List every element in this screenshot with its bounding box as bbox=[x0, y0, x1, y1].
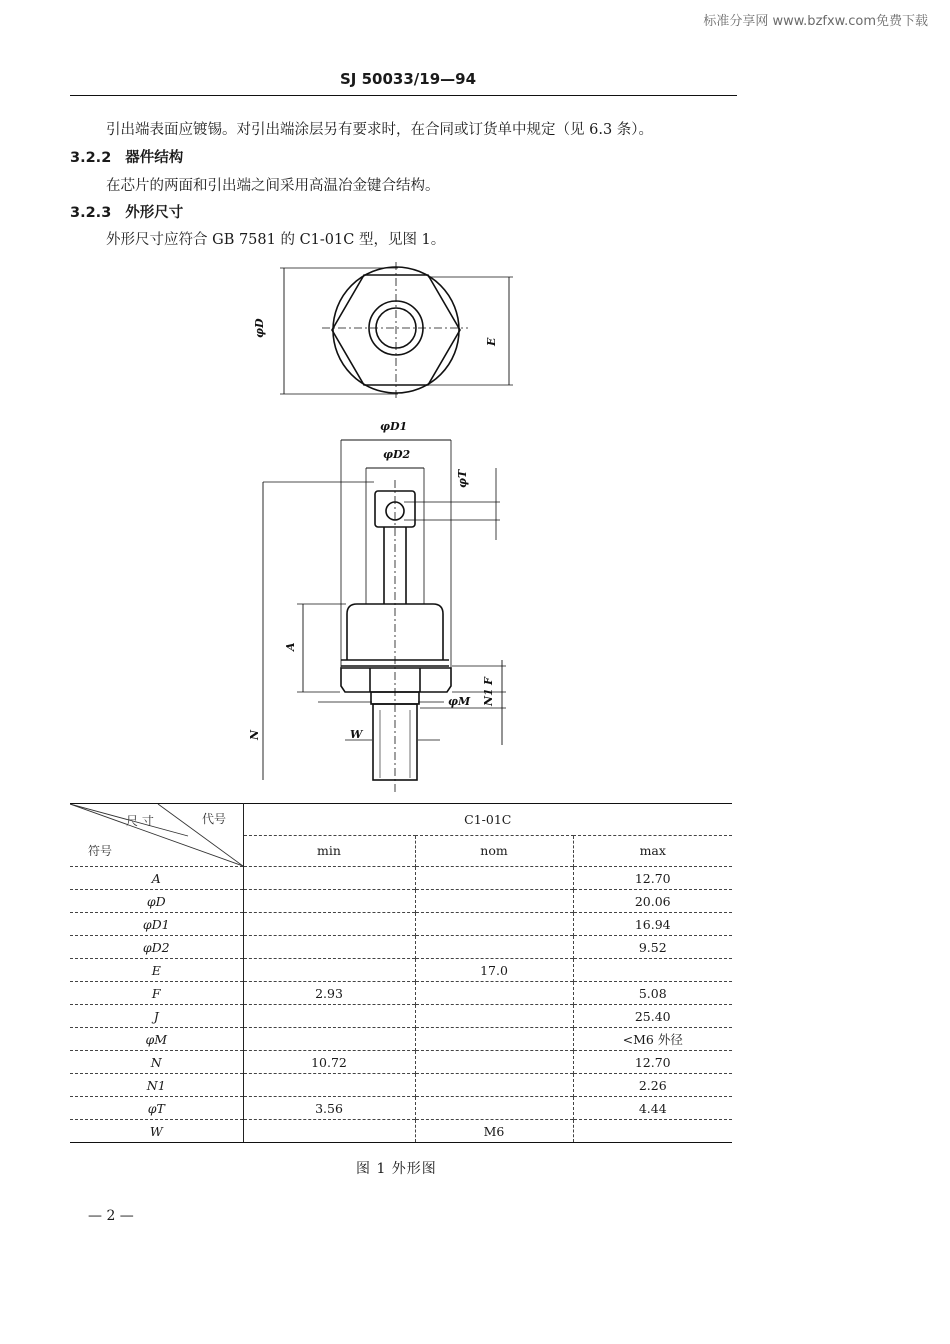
corner-label-code: 代号 bbox=[202, 812, 227, 826]
cell-nom: M6 bbox=[415, 1120, 573, 1143]
dimension-table bbox=[70, 803, 732, 1143]
cell-symbol: J bbox=[70, 1005, 243, 1028]
label-phiM: φM bbox=[448, 695, 471, 708]
cell-symbol: N1 bbox=[70, 1074, 243, 1097]
cell-symbol: φM bbox=[70, 1028, 243, 1051]
corner-label-dimension: 尺 寸 bbox=[126, 814, 154, 828]
cell-symbol: φD bbox=[70, 890, 243, 913]
watermark: 标准分享网 www.bzfxw.com免费下载 bbox=[703, 14, 928, 29]
cell-min bbox=[243, 867, 415, 890]
cell-min bbox=[243, 959, 415, 982]
cell-symbol: W bbox=[70, 1120, 243, 1143]
standard-number: SJ 50033/19—94 bbox=[340, 70, 477, 88]
table-row bbox=[70, 1005, 732, 1028]
section-title: 外形尺寸 bbox=[125, 204, 184, 221]
cell-min: 10.72 bbox=[243, 1051, 415, 1074]
cell-min bbox=[243, 1028, 415, 1051]
cell-symbol: φT bbox=[70, 1097, 243, 1120]
cell-max: 12.70 bbox=[573, 1051, 732, 1074]
group-header: C1-01C bbox=[243, 804, 732, 836]
cell-min bbox=[243, 1074, 415, 1097]
table-row bbox=[70, 959, 732, 982]
col-header-nom: nom bbox=[415, 835, 573, 867]
col-header-max: max bbox=[639, 843, 666, 859]
cell-nom bbox=[415, 890, 573, 913]
top-view bbox=[280, 262, 513, 400]
corner-label-symbol: 符号 bbox=[88, 844, 113, 858]
cell-symbol: φD2 bbox=[70, 936, 243, 959]
cell-nom bbox=[415, 1051, 573, 1074]
label-A: A bbox=[284, 642, 297, 651]
label-phiD2: φD2 bbox=[383, 448, 411, 461]
paragraph-device-structure: 在芯片的两面和引出端之间采用高温冶金键合结构。 bbox=[106, 178, 440, 194]
table-row bbox=[70, 1028, 732, 1051]
cell-min bbox=[243, 913, 415, 936]
label-phiD: φD bbox=[253, 318, 266, 338]
table-row bbox=[70, 1097, 732, 1120]
cell-max: 5.08 bbox=[573, 982, 732, 1005]
cell-max bbox=[573, 1120, 732, 1143]
cell-max: 2.26 bbox=[573, 1074, 732, 1097]
table-row bbox=[70, 1051, 732, 1074]
table-row bbox=[70, 936, 732, 959]
label-N1: N1 bbox=[482, 688, 495, 706]
cell-nom bbox=[415, 1028, 573, 1051]
cell-max: 9.52 bbox=[573, 936, 732, 959]
cell-nom bbox=[415, 982, 573, 1005]
cell-symbol: N bbox=[70, 1051, 243, 1074]
section-title: 器件结构 bbox=[125, 149, 184, 166]
cell-symbol: F bbox=[70, 982, 243, 1005]
cell-nom bbox=[415, 1005, 573, 1028]
label-W: W bbox=[350, 728, 363, 741]
label-phiD1: φD1 bbox=[380, 420, 408, 433]
section-number: 3.2.2 bbox=[70, 150, 112, 166]
cell-min: 2.93 bbox=[243, 982, 415, 1005]
cell-max: 4.44 bbox=[573, 1097, 732, 1120]
cell-nom bbox=[415, 936, 573, 959]
figure-caption: 图 1 外形图 bbox=[356, 1161, 437, 1177]
cell-symbol: A bbox=[70, 867, 243, 890]
cell-symbol: φD1 bbox=[70, 913, 243, 936]
cell-min bbox=[243, 890, 415, 913]
table-row bbox=[70, 1120, 732, 1143]
cell-max: 12.70 bbox=[573, 867, 732, 890]
side-view bbox=[263, 440, 506, 792]
page-number: — 2 — bbox=[88, 1208, 134, 1224]
cell-symbol: E bbox=[70, 959, 243, 982]
cell-min bbox=[243, 1120, 415, 1143]
cell-max: 25.40 bbox=[573, 1005, 732, 1028]
cell-nom bbox=[415, 1097, 573, 1120]
label-phiT: φT bbox=[456, 469, 469, 488]
table-row bbox=[70, 1074, 732, 1097]
label-F: F bbox=[482, 677, 495, 685]
cell-nom: 17.0 bbox=[415, 959, 573, 982]
table-row bbox=[70, 867, 732, 890]
cell-nom bbox=[415, 867, 573, 890]
cell-min bbox=[243, 1005, 415, 1028]
label-N: N bbox=[248, 729, 261, 740]
section-number: 3.2.3 bbox=[70, 205, 112, 221]
paragraph-outline-dimensions: 外形尺寸应符合 GB 7581 的 C1-01C 型，见图 1。 bbox=[106, 232, 446, 248]
label-E: E bbox=[485, 337, 498, 346]
cell-max bbox=[573, 959, 732, 982]
table-row bbox=[70, 890, 732, 913]
paragraph-tin-plating: 引出端表面应镀锡。对引出端涂层另有要求时，在合同或订货单中规定（见 6.3 条）。 bbox=[106, 122, 654, 138]
col-header-min: min bbox=[243, 835, 415, 867]
cell-nom bbox=[415, 913, 573, 936]
table-corner-cell bbox=[70, 804, 243, 867]
table-row bbox=[70, 913, 732, 936]
cell-min: 3.56 bbox=[243, 1097, 415, 1120]
cell-nom bbox=[415, 1074, 573, 1097]
cell-min bbox=[243, 936, 415, 959]
cell-max: 16.94 bbox=[573, 913, 732, 936]
table-row bbox=[70, 982, 732, 1005]
cell-max: 20.06 bbox=[573, 890, 732, 913]
cell-max: <M6 外径 bbox=[573, 1028, 732, 1051]
